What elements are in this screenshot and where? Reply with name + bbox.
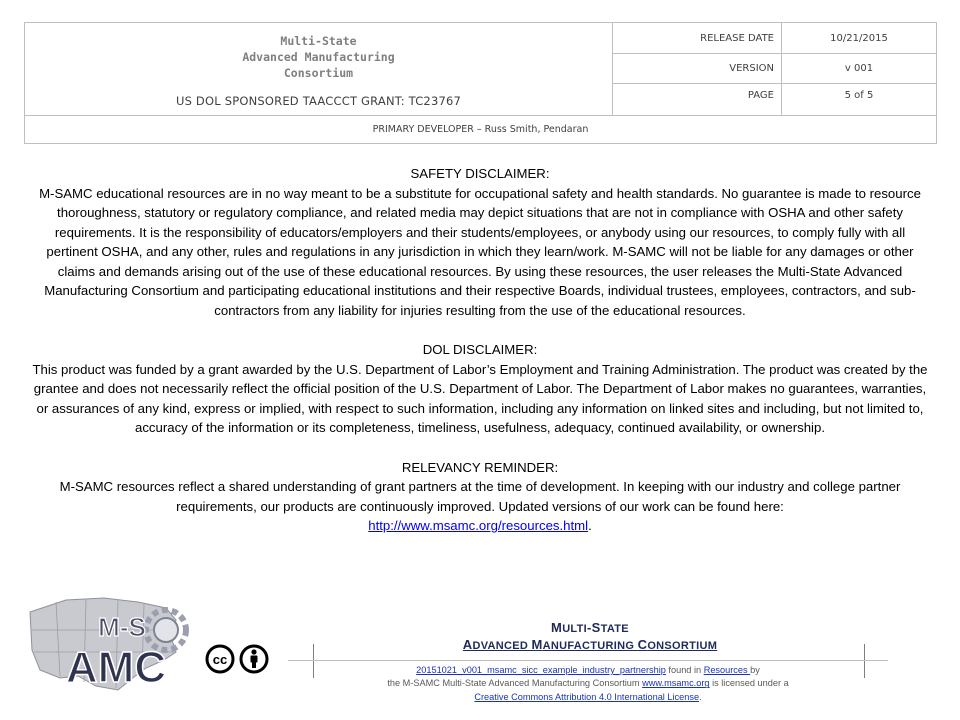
org-title	[25, 33, 612, 81]
dol-title: DOL DISCLAIMER:	[422, 342, 538, 357]
creative-commons-icon	[207, 646, 233, 672]
release-date-label: RELEASE DATE	[613, 23, 782, 53]
license-line-2: the M-SAMC Multi-State Advanced Manufacturing Consortium www.msamc.org is licensed under a	[387, 678, 789, 689]
msamc-site-link[interactable]: www.msamc.org	[642, 678, 710, 689]
version-label: VERSION	[613, 53, 782, 83]
dol-text: This product was funded by a grant awarded by the U.S. Department of Labor’s Employment and Training Administration. The product was created by the grantee and does not necessarily reflect the official position of the U.S. Department of Labor. The Department of Labor makes no guarantees, warranties, or assurances of any kind, express or implied, with respect to such information, including any information on linked sites and including, but not limited to, accuracy of the information or its completeness, timeliness, usefulness, adequacy, continued availability, or ownership.	[32, 361, 928, 435]
org-line-2: Advanced Manufacturing	[242, 50, 395, 64]
version-row	[613, 53, 936, 84]
footer-divider-right	[864, 644, 865, 678]
version-value: v 001	[844, 63, 874, 74]
safety-title: SAFETY DISCLAIMER:	[410, 166, 550, 181]
cc-license-link[interactable]: Creative Commons Attribution 4.0 International License	[474, 691, 700, 702]
resources-page-link[interactable]: Resources	[703, 665, 751, 675]
cc-symbol-text: cc	[212, 652, 228, 667]
disclaimer-body	[30, 164, 930, 536]
msamc-logo	[26, 590, 196, 700]
license-notice	[318, 664, 858, 704]
relevancy-end-punct: .	[588, 518, 592, 533]
safety-text: M-SAMC educational resources are in no way meant to be a substitute for occupational safety and health standards. No guarantee is made to resource thoroughness, statutory or regulatory compliance, and related media may depict situations that are not in compliance with OSHA and other safety requirements. It is the responsibility of educators/employers and their students/employees, or anybody using our resources, to comply fully with all pertinent OSHA, and any other, rules and regulations in any jurisdiction in which they learn/work. M-SAMC will not be liable for any damages or other claims and demands arising out of the use of these educational resources. By using these resources, the user releases the Multi-State Advanced Manufacturing Consortium and participating educational institutions and their respective Boards, individual trustees, employees, contractors, and sub-contractors from any liability for injuries resulting from the use of the educational resources.	[39, 185, 921, 318]
file-name-link[interactable]: 20151021_v001_msamc_sicc_example_industry_partnership	[416, 665, 666, 675]
logo-text-amc: AMC	[65, 643, 167, 692]
page-value: 5 of 5	[844, 90, 874, 101]
page-label: PAGE	[613, 83, 782, 115]
org-line-3: Consortium	[283, 66, 354, 80]
resources-link[interactable]: http://www.msamc.org/resources.html	[368, 518, 589, 533]
document-header	[24, 22, 937, 144]
footer-rule	[288, 660, 888, 661]
header-org-cell	[25, 23, 613, 115]
relevancy-text	[30, 477, 930, 536]
relevancy-text-body: M-SAMC resources reflect a shared understanding of grant partners at the time of development. In keeping with our industry and college partner requirements, our products are continuously improved. Updated versions of our work can be found here:	[59, 479, 901, 514]
release-date-row	[613, 23, 936, 54]
page-row	[613, 83, 936, 115]
cc-by-badge[interactable]	[205, 643, 271, 675]
license-line-3: Creative Commons Attribution 4.0 International License.	[474, 691, 702, 702]
relevancy-title: RELEVANCY REMINDER:	[401, 459, 559, 475]
attribution-person-icon	[241, 646, 267, 672]
grant-number: US DOL SPONSORED TAACCCT GRANT: TC23767	[175, 94, 462, 108]
release-date-value: 10/21/2015	[830, 33, 888, 44]
license-line-1: 20151021_v001_msamc_sicc_example_industry_partnership found in Resources by	[416, 665, 760, 675]
footer-divider-left	[313, 644, 314, 678]
consortium-brand	[440, 620, 740, 654]
primary-developer: PRIMARY DEVELOPER – Russ Smith, Pendaran	[25, 115, 936, 145]
logo-text-ms: M-S	[98, 612, 146, 642]
brand-line-1: MULTI-STATE	[551, 620, 629, 635]
brand-line-2: ADVANCED MANUFACTURING CONSORTIUM	[462, 637, 718, 652]
org-line-1: Multi-State	[280, 34, 357, 48]
